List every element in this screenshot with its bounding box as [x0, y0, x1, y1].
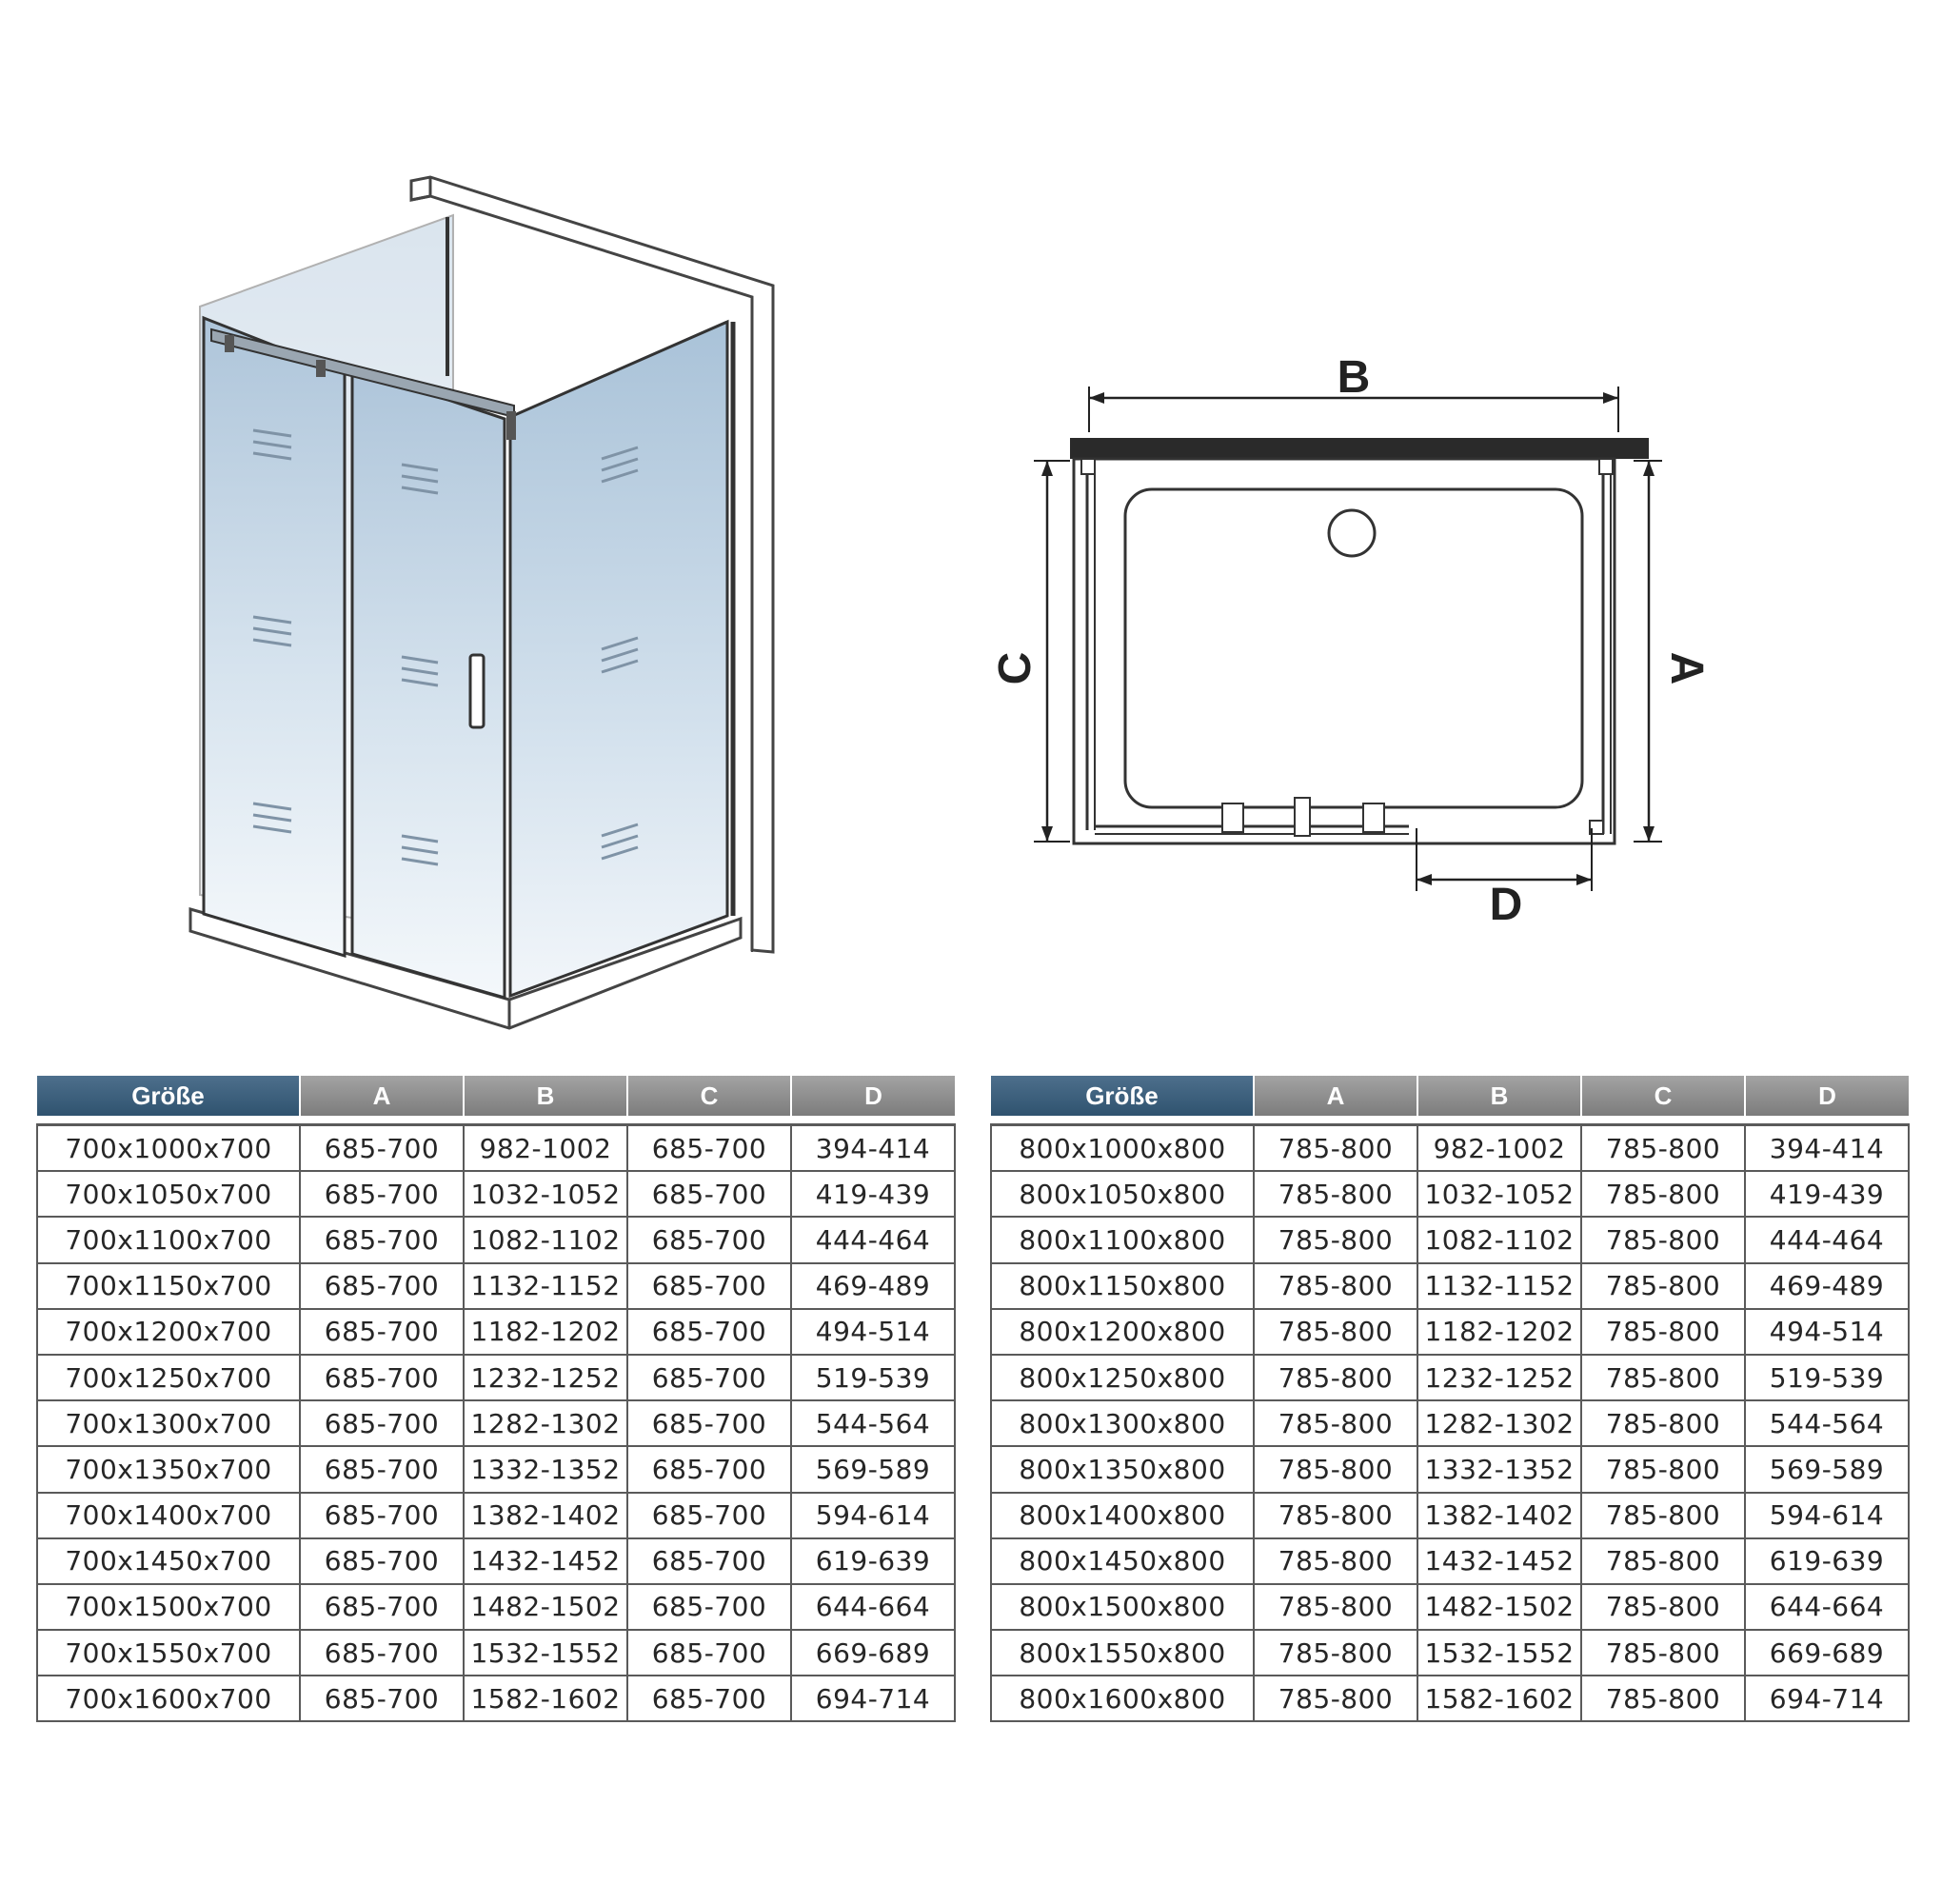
table-row — [991, 1538, 1909, 1584]
table-row — [991, 1630, 1909, 1676]
header-d: D — [791, 1076, 955, 1116]
cell-c: 785-800 — [1581, 1355, 1745, 1400]
cell-c: 785-800 — [1581, 1538, 1745, 1584]
cell-c: 785-800 — [1581, 1171, 1745, 1217]
cell-a: 785-800 — [1254, 1355, 1417, 1400]
table-row — [37, 1676, 955, 1721]
cell-d: 394-414 — [1745, 1125, 1909, 1172]
cell-a: 785-800 — [1254, 1217, 1417, 1262]
cell-a: 685-700 — [300, 1309, 464, 1355]
cell-d: 694-714 — [791, 1676, 955, 1721]
table-row — [991, 1217, 1909, 1262]
side-panel-glass — [510, 322, 727, 996]
cell-a: 685-700 — [300, 1446, 464, 1492]
dimension-label-d: D — [1489, 880, 1523, 930]
cell-size: 800x1400x800 — [991, 1493, 1254, 1538]
cell-b: 1532-1552 — [464, 1630, 627, 1676]
cell-c: 685-700 — [627, 1676, 791, 1721]
cell-c: 785-800 — [1581, 1676, 1745, 1721]
cell-b: 1432-1452 — [464, 1538, 627, 1584]
cell-size: 700x1550x700 — [37, 1630, 300, 1676]
cell-a: 685-700 — [300, 1584, 464, 1630]
table-row — [991, 1446, 1909, 1492]
cell-b: 1382-1402 — [1417, 1493, 1581, 1538]
cell-b: 1332-1352 — [1417, 1446, 1581, 1492]
table-row — [991, 1400, 1909, 1446]
cell-a: 685-700 — [300, 1217, 464, 1262]
cell-b: 1482-1502 — [1417, 1584, 1581, 1630]
plan-view — [990, 352, 1712, 930]
cell-a: 785-800 — [1254, 1400, 1417, 1446]
cell-d: 469-489 — [791, 1263, 955, 1309]
cell-size: 800x1050x800 — [991, 1171, 1254, 1217]
cell-a: 685-700 — [300, 1125, 464, 1172]
cell-b: 1382-1402 — [464, 1493, 627, 1538]
cell-size: 800x1100x800 — [991, 1217, 1254, 1262]
cell-size: 800x1250x800 — [991, 1355, 1254, 1400]
cell-d: 669-689 — [791, 1630, 955, 1676]
cell-c: 685-700 — [627, 1446, 791, 1492]
cell-b: 1132-1152 — [1417, 1263, 1581, 1309]
table-row — [991, 1355, 1909, 1400]
cell-size: 800x1150x800 — [991, 1263, 1254, 1309]
cell-c: 685-700 — [627, 1538, 791, 1584]
cell-b: 982-1002 — [464, 1125, 627, 1172]
cell-c: 785-800 — [1581, 1309, 1745, 1355]
cell-b: 1182-1202 — [464, 1309, 627, 1355]
table-header-row — [991, 1076, 1909, 1116]
cell-c: 685-700 — [627, 1263, 791, 1309]
cell-a: 685-700 — [300, 1493, 464, 1538]
table-header-row — [37, 1076, 955, 1116]
size-table-700 — [36, 1076, 956, 1722]
table-row — [991, 1584, 1909, 1630]
cell-a: 685-700 — [300, 1538, 464, 1584]
shower-enclosure-3d — [190, 177, 773, 1028]
plan-wall — [1070, 438, 1649, 459]
cell-c: 785-800 — [1581, 1630, 1745, 1676]
cell-b: 1232-1252 — [464, 1355, 627, 1400]
cell-size: 700x1400x700 — [37, 1493, 300, 1538]
cell-b: 1282-1302 — [464, 1400, 627, 1446]
header-b: B — [1417, 1076, 1581, 1116]
cell-d: 419-439 — [1745, 1171, 1909, 1217]
cell-size: 700x1450x700 — [37, 1538, 300, 1584]
table-row — [37, 1263, 955, 1309]
cell-a: 785-800 — [1254, 1493, 1417, 1538]
cell-c: 785-800 — [1581, 1263, 1745, 1309]
cell-a: 685-700 — [300, 1630, 464, 1676]
cell-b: 1082-1102 — [464, 1217, 627, 1262]
cell-b: 1332-1352 — [464, 1446, 627, 1492]
cell-a: 785-800 — [1254, 1584, 1417, 1630]
cell-d: 419-439 — [791, 1171, 955, 1217]
cell-c: 685-700 — [627, 1309, 791, 1355]
cell-b: 1032-1052 — [464, 1171, 627, 1217]
cell-b: 1582-1602 — [464, 1676, 627, 1721]
cell-c: 785-800 — [1581, 1400, 1745, 1446]
dimension-label-c: C — [990, 651, 1040, 685]
cell-size: 700x1150x700 — [37, 1263, 300, 1309]
cell-size: 800x1600x800 — [991, 1676, 1254, 1721]
cell-d: 519-539 — [1745, 1355, 1909, 1400]
cell-size: 700x1000x700 — [37, 1125, 300, 1172]
cell-d: 644-664 — [791, 1584, 955, 1630]
cell-a: 785-800 — [1254, 1263, 1417, 1309]
cell-d: 569-589 — [791, 1446, 955, 1492]
table-row — [37, 1309, 955, 1355]
cell-c: 685-700 — [627, 1630, 791, 1676]
cell-c: 785-800 — [1581, 1217, 1745, 1262]
table-row — [37, 1217, 955, 1262]
dimension-label-a: A — [1661, 651, 1712, 685]
table-row — [991, 1125, 1909, 1172]
cell-d: 594-614 — [1745, 1493, 1909, 1538]
cell-d: 444-464 — [791, 1217, 955, 1262]
header-c: C — [627, 1076, 791, 1116]
cell-c: 685-700 — [627, 1217, 791, 1262]
table-row — [37, 1584, 955, 1630]
cell-d: 544-564 — [791, 1400, 955, 1446]
cell-c: 685-700 — [627, 1171, 791, 1217]
cell-a: 685-700 — [300, 1400, 464, 1446]
cell-d: 619-639 — [1745, 1538, 1909, 1584]
cell-size: 800x1300x800 — [991, 1400, 1254, 1446]
cell-d: 594-614 — [791, 1493, 955, 1538]
cell-a: 785-800 — [1254, 1309, 1417, 1355]
cell-size: 700x1500x700 — [37, 1584, 300, 1630]
cell-d: 644-664 — [1745, 1584, 1909, 1630]
cell-a: 785-800 — [1254, 1676, 1417, 1721]
cell-b: 1182-1202 — [1417, 1309, 1581, 1355]
cell-d: 619-639 — [791, 1538, 955, 1584]
cell-a: 785-800 — [1254, 1630, 1417, 1676]
cell-b: 1082-1102 — [1417, 1217, 1581, 1262]
cell-size: 700x1250x700 — [37, 1355, 300, 1400]
cell-a: 685-700 — [300, 1171, 464, 1217]
table-row — [37, 1355, 955, 1400]
table-row — [991, 1263, 1909, 1309]
cell-size: 700x1100x700 — [37, 1217, 300, 1262]
cell-size: 700x1050x700 — [37, 1171, 300, 1217]
cell-a: 785-800 — [1254, 1125, 1417, 1172]
cell-size: 800x1450x800 — [991, 1538, 1254, 1584]
cell-size: 700x1300x700 — [37, 1400, 300, 1446]
cell-c: 685-700 — [627, 1584, 791, 1630]
cell-c: 685-700 — [627, 1125, 791, 1172]
cell-c: 785-800 — [1581, 1584, 1745, 1630]
cell-b: 1582-1602 — [1417, 1676, 1581, 1721]
cell-b: 1432-1452 — [1417, 1538, 1581, 1584]
header-groesse: Größe — [991, 1076, 1254, 1116]
cell-b: 1482-1502 — [464, 1584, 627, 1630]
front-fixed-glass — [204, 318, 345, 956]
door-handle-icon — [470, 655, 484, 727]
drain-icon — [1329, 510, 1375, 556]
table-row — [991, 1309, 1909, 1355]
table-row — [37, 1493, 955, 1538]
cell-size: 700x1200x700 — [37, 1309, 300, 1355]
cell-a: 685-700 — [300, 1676, 464, 1721]
cell-d: 569-589 — [1745, 1446, 1909, 1492]
cell-c: 685-700 — [627, 1400, 791, 1446]
dimension-label-b: B — [1337, 352, 1371, 403]
cell-d: 519-539 — [791, 1355, 955, 1400]
cell-c: 785-800 — [1581, 1493, 1745, 1538]
table-row — [37, 1400, 955, 1446]
header-d: D — [1745, 1076, 1909, 1116]
cell-d: 394-414 — [791, 1125, 955, 1172]
cell-d: 544-564 — [1745, 1400, 1909, 1446]
cell-d: 469-489 — [1745, 1263, 1909, 1309]
table-row — [37, 1538, 955, 1584]
cell-size: 800x1350x800 — [991, 1446, 1254, 1492]
cell-d: 669-689 — [1745, 1630, 1909, 1676]
table-row — [991, 1493, 1909, 1538]
cell-c: 785-800 — [1581, 1125, 1745, 1172]
table-row — [37, 1446, 955, 1492]
cell-c: 685-700 — [627, 1493, 791, 1538]
cell-d: 694-714 — [1745, 1676, 1909, 1721]
header-b: B — [464, 1076, 627, 1116]
cell-size: 700x1350x700 — [37, 1446, 300, 1492]
cell-size: 800x1200x800 — [991, 1309, 1254, 1355]
cell-b: 1032-1052 — [1417, 1171, 1581, 1217]
cell-d: 494-514 — [1745, 1309, 1909, 1355]
cell-b: 1232-1252 — [1417, 1355, 1581, 1400]
table-row — [991, 1676, 1909, 1721]
size-table-800 — [990, 1076, 1910, 1722]
cell-b: 1532-1552 — [1417, 1630, 1581, 1676]
cell-a: 785-800 — [1254, 1446, 1417, 1492]
cell-size: 800x1500x800 — [991, 1584, 1254, 1630]
cell-size: 800x1550x800 — [991, 1630, 1254, 1676]
cell-b: 982-1002 — [1417, 1125, 1581, 1172]
cell-b: 1282-1302 — [1417, 1400, 1581, 1446]
header-a: A — [1254, 1076, 1417, 1116]
table-row — [37, 1125, 955, 1172]
cell-d: 444-464 — [1745, 1217, 1909, 1262]
cell-c: 785-800 — [1581, 1446, 1745, 1492]
table-row — [991, 1171, 1909, 1217]
table-row — [37, 1630, 955, 1676]
cell-a: 685-700 — [300, 1263, 464, 1309]
table-row — [37, 1171, 955, 1217]
header-c: C — [1581, 1076, 1745, 1116]
cell-c: 685-700 — [627, 1355, 791, 1400]
cell-a: 785-800 — [1254, 1171, 1417, 1217]
cell-a: 685-700 — [300, 1355, 464, 1400]
cell-d: 494-514 — [791, 1309, 955, 1355]
cell-size: 700x1600x700 — [37, 1676, 300, 1721]
cell-b: 1132-1152 — [464, 1263, 627, 1309]
header-groesse: Größe — [37, 1076, 300, 1116]
cell-a: 785-800 — [1254, 1538, 1417, 1584]
cell-size: 800x1000x800 — [991, 1125, 1254, 1172]
header-a: A — [300, 1076, 464, 1116]
